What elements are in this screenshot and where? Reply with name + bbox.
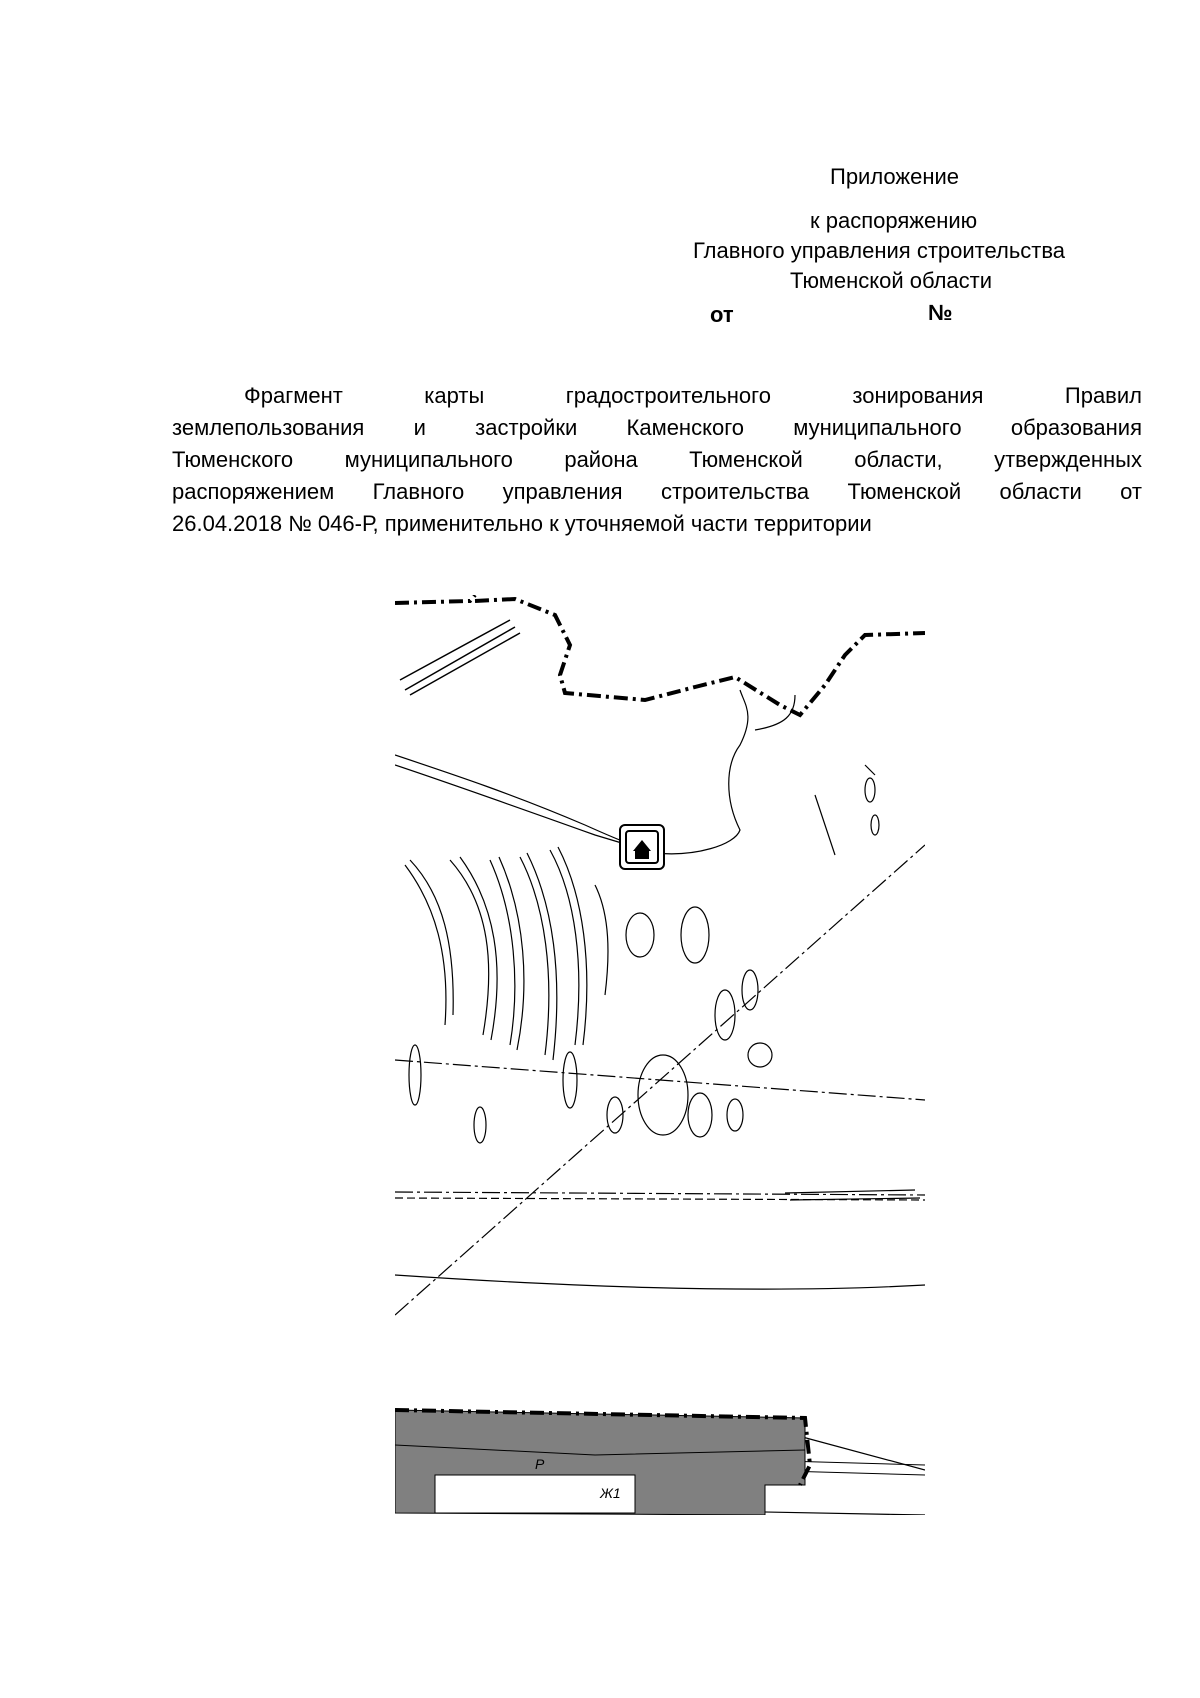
fragment-description [172, 380, 1142, 540]
department-name: Главного управления строительства [693, 238, 1066, 263]
zone-label-residential: Ж1 [600, 1485, 621, 1501]
description-line: распоряжением Главного управления строительства Тюменской области от [172, 479, 1142, 504]
appendix-title: Приложение [830, 164, 960, 189]
region-name: Тюменской области [790, 268, 993, 293]
description-line: 26.04.2018 № 046-Р, применительно к уточняемой части территории [172, 511, 872, 536]
description-line: Фрагмент карты градостроительного зонирования Правил [244, 383, 1142, 408]
zoning-map-fragment [395, 595, 925, 1515]
order-reference: к распоряжению [810, 208, 978, 233]
building-symbol-icon [620, 825, 664, 869]
boundary-line-top [395, 595, 925, 715]
channel-lines [400, 620, 520, 695]
number-label: № [928, 300, 953, 325]
date-label: от [710, 302, 734, 327]
shoreline-contour [395, 690, 748, 854]
description-line: землепользования и застройки Каменского муниципального образования [172, 415, 1142, 440]
zone-label-recreation: Р [535, 1456, 545, 1472]
description-line: Тюменского муниципального района Тюменской области, утвержденных [172, 447, 1142, 472]
